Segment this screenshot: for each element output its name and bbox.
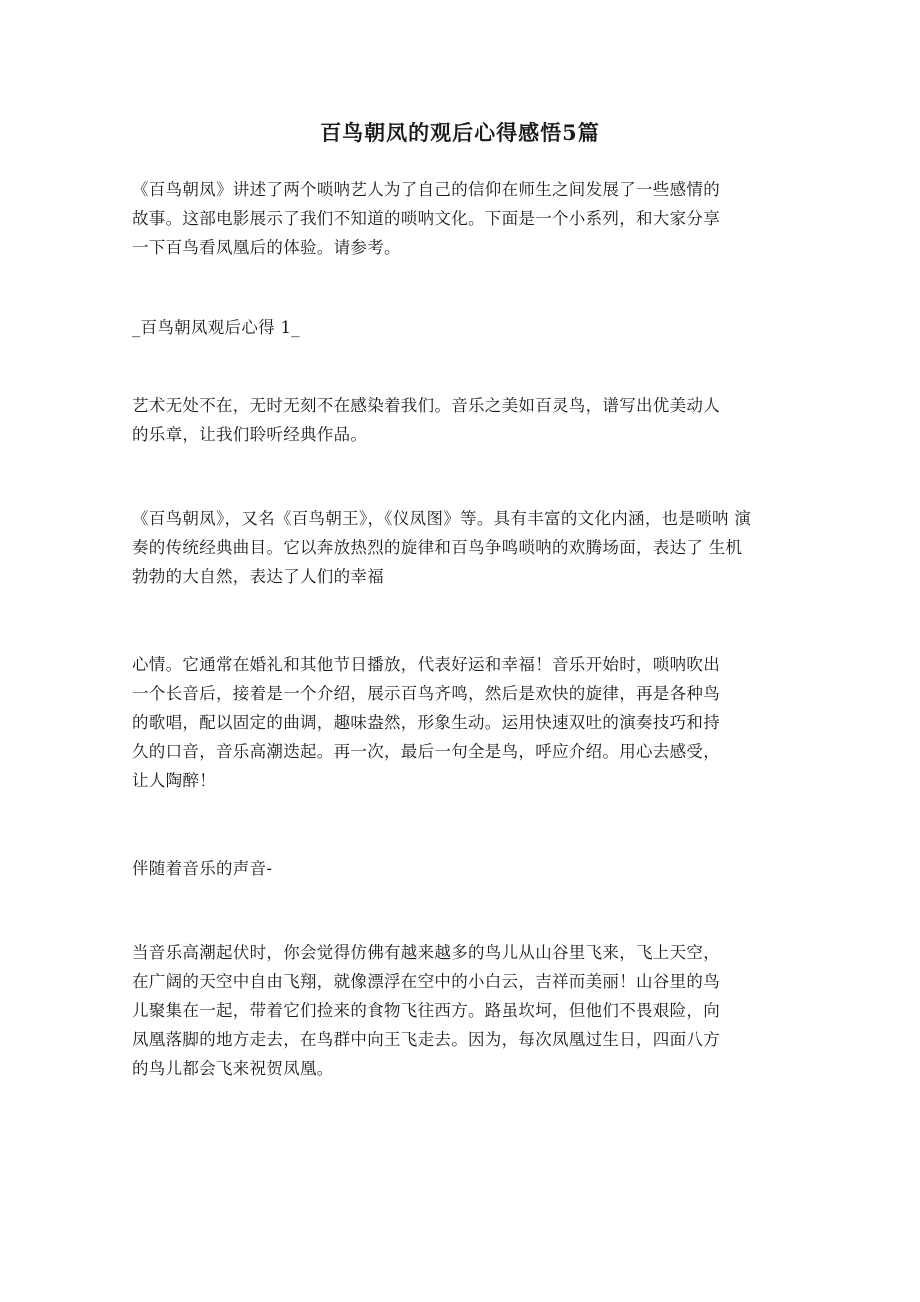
text-line: 故事。这部电影展示了我们不知道的唢呐文化。下面是一个小系列，和大家分享 xyxy=(132,209,720,228)
paragraph-4 xyxy=(132,854,812,883)
text-line: 《百鸟朝凤》讲述了两个唢呐艺人为了自己的信仰在师生之间发展了一些感情的 xyxy=(132,180,720,199)
paragraph-3 xyxy=(132,650,812,795)
intro-paragraph xyxy=(132,175,812,262)
paragraph-1 xyxy=(132,391,812,449)
text-line: 的鸟儿都会飞来祝贺凤凰。 xyxy=(132,1059,334,1078)
text-line: 当音乐高潮起伏时，你会觉得仿佛有越来越多的鸟儿从山谷里飞来，飞上天空， xyxy=(132,943,720,962)
text-line: _百鸟朝凤观后心得 1_ xyxy=(132,318,300,337)
text-line: 的歌唱，配以固定的曲调，趣味盎然，形象生动。运用快速双吐的演奏技巧和持 xyxy=(132,713,720,732)
text-line: 让人陶醉！ xyxy=(132,771,216,790)
text-line: 一下百鸟看凤凰后的体验。请参考。 xyxy=(132,238,401,257)
paragraph-5 xyxy=(132,938,812,1083)
section-heading xyxy=(132,313,812,342)
text-line: 奏的传统经典曲目。它以奔放热烈的旋律和百鸟争鸣唢呐的欢腾场面，表达了 生机 xyxy=(132,538,743,557)
text-line: 伴随着音乐的声音- xyxy=(132,859,273,878)
text-line: 在广阔的天空中自由飞翔，就像漂浮在空中的小白云，吉祥而美丽！山谷里的鸟 xyxy=(132,972,720,991)
text-line: 的乐章，让我们聆听经典作品。 xyxy=(132,425,368,444)
document-title: 百鸟朝凤的观后心得感悟5篇 xyxy=(320,120,600,145)
text-line: 一个长音后，接着是一个介绍，展示百鸟齐鸣，然后是欢快的旋律，再是各种鸟 xyxy=(132,684,720,703)
text-line: 《百鸟朝凤》，又名《百鸟朝王》，《仪凤图》等。具有丰富的文化内涵，也是唢呐 演 xyxy=(132,509,752,528)
text-line: 心情。它通常在婚礼和其他节日播放，代表好运和幸福！音乐开始时，唢呐吹出 xyxy=(132,655,720,674)
paragraph-2 xyxy=(132,504,812,591)
text-line: 艺术无处不在，无时无刻不在感染着我们。音乐之美如百灵鸟，谱写出优美动人 xyxy=(132,396,720,415)
text-line: 勃勃的大自然，表达了人们的幸福 xyxy=(132,567,384,586)
text-line: 凤凰落脚的地方走去，在鸟群中向王飞走去。因为，每次凤凰过生日，四面八方 xyxy=(132,1030,720,1049)
text-line: 久的口音，音乐高潮迭起。再一次，最后一句全是鸟，呼应介绍。用心去感受， xyxy=(132,742,720,761)
text-line: 儿聚集在一起，带着它们捡来的食物飞往西方。路虽坎坷，但他们不畏艰险，向 xyxy=(132,1001,720,1020)
